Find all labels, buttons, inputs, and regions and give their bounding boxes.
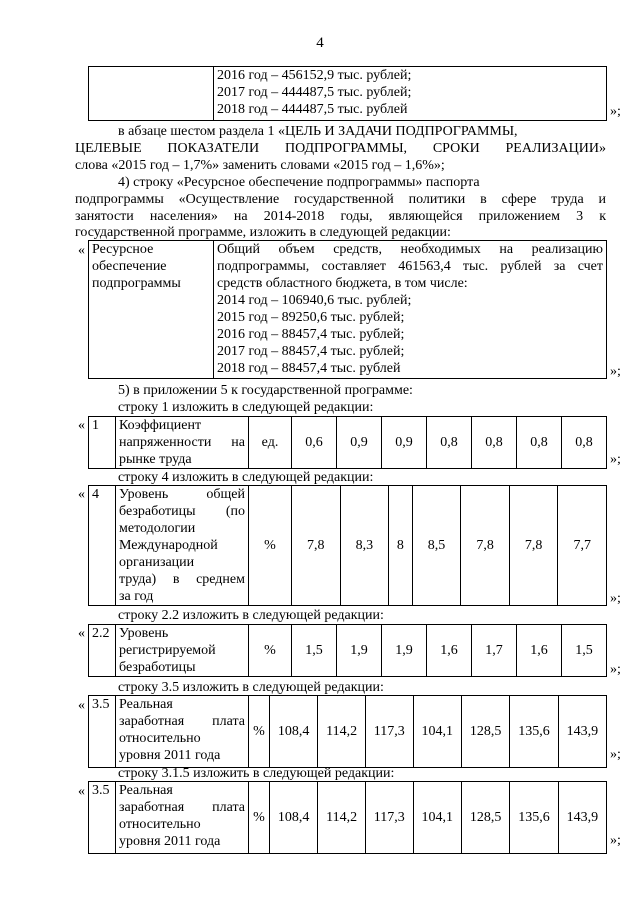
text-line: 2017 год – 444487,5 тыс. рублей; [217, 85, 412, 100]
text-line: относительно [119, 731, 201, 746]
resource-label-cell [89, 241, 214, 379]
row-number: 2.2 [89, 625, 116, 677]
text-line: уровня 2011 года [119, 748, 221, 763]
text-line: относительно [119, 817, 201, 832]
resource-table [88, 240, 607, 379]
text-line: 2016 год – 456152,9 тыс. рублей; [217, 68, 412, 83]
value-cell: 0,8 [517, 417, 562, 469]
row-unit: ед. [249, 417, 292, 469]
text-line: Общий объем средств, необходимых на реализацию [217, 242, 603, 257]
indicator-row-1 [88, 416, 607, 469]
row-number: 4 [89, 486, 116, 606]
value-cell: 117,3 [365, 696, 413, 768]
value-cell: 7,8 [292, 486, 341, 606]
top-table-empty-cell [89, 67, 214, 121]
text-line: Ресурсное [92, 242, 154, 257]
value-cell: 8,5 [412, 486, 461, 606]
value-cell: 128,5 [461, 782, 509, 854]
text-line: подпрограммы [92, 276, 181, 291]
text-line: труда) в среднем [119, 572, 245, 587]
value-cell: 1,9 [337, 625, 382, 677]
value-cell: 0,9 [337, 417, 382, 469]
value-cell: 0,8 [472, 417, 517, 469]
value-cell: 7,8 [461, 486, 510, 606]
resource-content-cell [214, 241, 607, 379]
paragraph-line: в абзаце шестом раздела 1 «ЦЕЛЬ И ЗАДАЧИ ПОДПРОГРАММЫ, [118, 124, 518, 139]
value-cell: 8 [389, 486, 413, 606]
row-heading: строку 4 изложить в следующей редакции: [118, 470, 374, 485]
value-cell: 1,7 [472, 625, 517, 677]
indicator-row-3-5 [88, 695, 607, 768]
open-quote: « [78, 487, 85, 502]
close-quote: »; [610, 591, 621, 606]
text-line: за год [119, 589, 154, 604]
open-quote: « [78, 626, 85, 641]
text-line: заработная плата [119, 800, 245, 815]
top-table-content [214, 67, 607, 121]
page-number: 4 [316, 35, 324, 51]
value-cell: 108,4 [270, 782, 318, 854]
row-name [116, 625, 249, 677]
row-name [116, 782, 249, 854]
text-line: 2018 год – 444487,5 тыс. рублей [217, 102, 408, 117]
row-heading: строку 3.5 изложить в следующей редакции: [118, 680, 384, 695]
value-cell: 0,8 [427, 417, 472, 469]
indicator-row-3-1-5 [88, 781, 607, 854]
paragraph-line: государственной программе, изложить в следующей редакции: [75, 225, 451, 240]
open-quote: « [78, 784, 85, 799]
paragraph-line: 4) строку «Ресурсное обеспечение подпрограммы» паспорта [118, 175, 480, 190]
top-table [88, 66, 607, 121]
value-cell: 0,6 [292, 417, 337, 469]
row-name [116, 417, 249, 469]
value-cell: 1,6 [517, 625, 562, 677]
value-cell: 7,7 [558, 486, 607, 606]
close-quote: »; [610, 747, 621, 762]
value-cell: 143,9 [558, 782, 606, 854]
text-line: подпрограммы, составляет 461563,4 тыс. рублей за счет [217, 259, 603, 274]
text-line: 2015 год – 89250,6 тыс. рублей; [217, 310, 405, 325]
row-heading: строку 3.1.5 изложить в следующей редакции: [118, 766, 395, 781]
open-quote: « [78, 243, 85, 258]
text-line: рынке труда [119, 452, 192, 467]
row-heading: строку 2.2 изложить в следующей редакции: [118, 608, 384, 623]
paragraph-line: ЦЕЛЕВЫЕ ПОКАЗАТЕЛИ ПОДПРОГРАММЫ, СРОКИ РЕАЛИЗАЦИИ» [75, 141, 606, 156]
paragraph-line: 5) в приложении 5 к государственной программе: [118, 383, 413, 398]
text-line: обеспечение [92, 259, 167, 274]
close-quote: »; [610, 364, 621, 379]
text-line: регистрируемой [119, 643, 216, 658]
text-line: 2014 год – 106940,6 тыс. рублей; [217, 293, 412, 308]
value-cell: 7,8 [509, 486, 558, 606]
row-unit: % [249, 486, 292, 606]
row-unit: % [249, 625, 292, 677]
value-cell: 0,8 [562, 417, 607, 469]
value-cell: 8,3 [340, 486, 389, 606]
text-line: средств областного бюджета, в том числе: [217, 276, 468, 291]
value-cell: 0,9 [382, 417, 427, 469]
paragraph-line: подпрограммы «Осуществление государственной политики в сфере труда и [75, 192, 606, 207]
value-cell: 114,2 [318, 782, 366, 854]
row-number: 3.5 [89, 696, 116, 768]
text-line: Международной [119, 538, 218, 553]
value-cell: 1,9 [382, 625, 427, 677]
value-cell: 128,5 [461, 696, 509, 768]
close-quote: »; [610, 833, 621, 848]
value-cell: 135,6 [510, 782, 558, 854]
close-quote: »; [610, 662, 621, 677]
paragraph-line: занятости населения» на 2014-2018 годы, являющейся приложением 3 к [75, 209, 606, 224]
indicator-row-4 [88, 485, 607, 606]
paragraph-line: слова «2015 год – 1,7%» заменить словами «2015 год – 1,6%»; [75, 158, 445, 173]
text-line: Реальная [119, 783, 173, 798]
text-line: Коэффициент [119, 418, 202, 433]
row-name [116, 696, 249, 768]
row-name [116, 486, 249, 606]
value-cell: 135,6 [510, 696, 558, 768]
value-cell: 1,5 [292, 625, 337, 677]
text-line: безработицы [119, 660, 196, 675]
text-line: 2018 год – 88457,4 тыс. рублей [217, 361, 401, 376]
text-line: уровня 2011 года [119, 834, 221, 849]
value-cell: 114,2 [318, 696, 366, 768]
value-cell: 143,9 [558, 696, 606, 768]
close-quote: »; [610, 104, 621, 119]
value-cell: 1,5 [562, 625, 607, 677]
text-line: заработная плата [119, 714, 245, 729]
row-heading: строку 1 изложить в следующей редакции: [118, 400, 374, 415]
value-cell: 104,1 [413, 696, 461, 768]
text-line: организации [119, 555, 195, 570]
text-line: методологии [119, 521, 196, 536]
text-line: безработицы (по [119, 504, 245, 519]
text-line: напряженности на [119, 435, 245, 450]
text-line: 2017 год – 88457,4 тыс. рублей; [217, 344, 405, 359]
text-line: Уровень общей [119, 487, 245, 502]
value-cell: 104,1 [413, 782, 461, 854]
value-cell: 1,6 [427, 625, 472, 677]
row-unit: % [249, 782, 270, 854]
text-line: 2016 год – 88457,4 тыс. рублей; [217, 327, 405, 342]
text-line: Реальная [119, 697, 173, 712]
open-quote: « [78, 418, 85, 433]
value-cell: 117,3 [365, 782, 413, 854]
indicator-row-2-2 [88, 624, 607, 677]
row-unit: % [249, 696, 270, 768]
row-number: 3.5 [89, 782, 116, 854]
close-quote: »; [610, 452, 621, 467]
value-cell: 108,4 [270, 696, 318, 768]
row-number: 1 [89, 417, 116, 469]
open-quote: « [78, 698, 85, 713]
text-line: Уровень [119, 626, 169, 641]
